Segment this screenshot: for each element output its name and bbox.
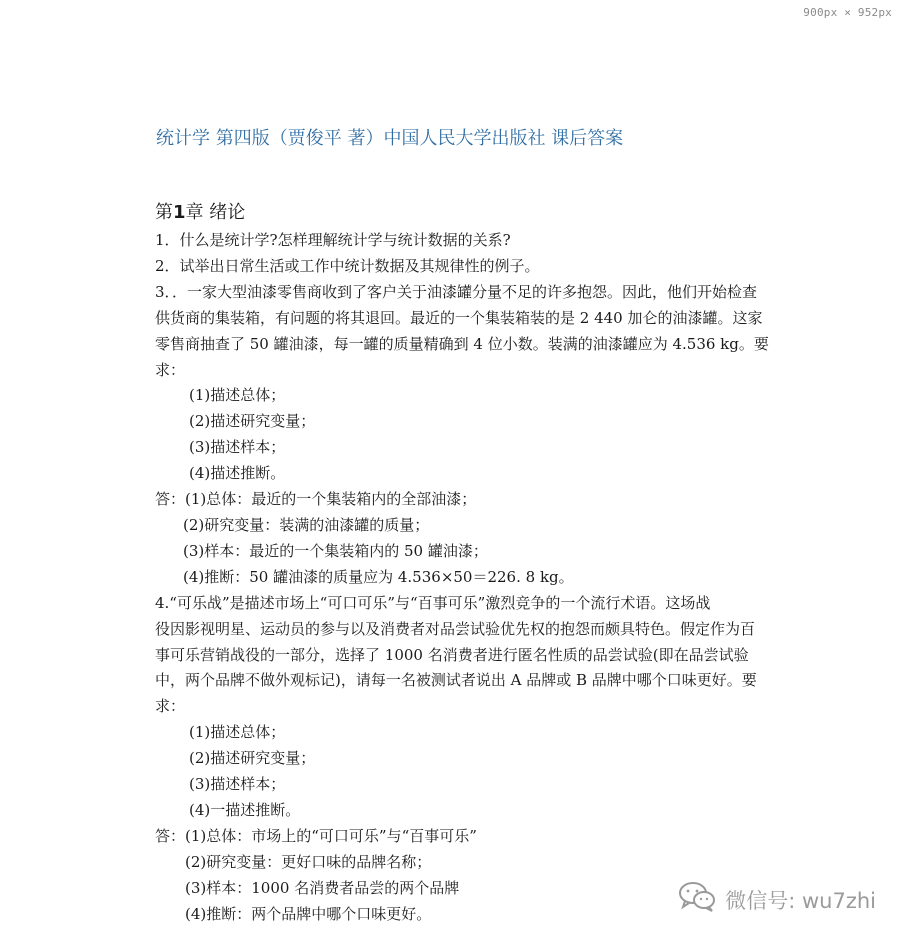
text-line: (3)描述样本； xyxy=(189,775,286,794)
page-size-label: 900px × 952px xyxy=(803,6,892,19)
text-line: 4.“可乐战”是描述市场上“可口可乐”与“百事可乐”激烈竞争的一个流行术语。这场战 xyxy=(155,593,711,612)
text-line: (2)描述研究变量； xyxy=(189,412,316,431)
text-line: (3)描述样本； xyxy=(189,438,286,457)
text-line: (3)样本：1000 名消费者品尝的两个品牌 xyxy=(185,878,460,897)
text-line: (2)研究变量：装满的油漆罐的质量； xyxy=(183,515,430,534)
text-lines xyxy=(155,228,855,927)
text-line: 事可乐营销战役的一部分，选择了 1000 名消费者进行匿名性质的品尝试验(即在品尝试验 xyxy=(155,645,749,664)
text-line: 供货商的集装箱，有问题的将其退回。最近的一个集装箱装的是 2 440 加仑的油漆罐。这家 xyxy=(155,308,763,327)
wechat-watermark xyxy=(677,880,876,919)
chapter-suffix: 章 绪论 xyxy=(185,202,246,223)
text-line: 求： xyxy=(155,360,186,379)
text-line: 答：(1)总体：市场上的“可口可乐”与“百事可乐” xyxy=(155,826,477,845)
watermark-text: 微信号: wu7zhi xyxy=(725,888,876,913)
text-line: (2)研究变量：更好口味的品牌名称； xyxy=(185,852,432,871)
text-line: 1．什么是统计学?怎样理解统计学与统计数据的关系? xyxy=(155,231,511,249)
text-line: (1)描述总体； xyxy=(189,386,286,405)
text-line: 零售商抽查了 50 罐油漆，每一罐的质量精确到 4 位小数。装满的油漆罐应为 4.536 kg。要 xyxy=(155,334,769,353)
text-line: 2．试举出日常生活或工作中统计数据及其规律性的例子。 xyxy=(155,256,540,275)
text-line: (4)一描述推断。 xyxy=(189,800,301,819)
text-line: (4)推断：两个品牌中哪个口味更好。 xyxy=(185,904,432,923)
text-line: 役因影视明星、运动员的参与以及消费者对品尝试验优先权的抱怨而颇具特色。假定作为百 xyxy=(155,619,756,638)
chapter-heading xyxy=(155,200,855,226)
text-line: (4)推断：50 罐油漆的质量应为 4.536×50＝226. 8 kg。 xyxy=(183,567,574,586)
text-line: 3．．一家大型油漆零售商收到了客户关于油漆罐分量不足的许多抱怨。因此，他们开始检查 xyxy=(155,282,758,301)
chapter-number: 1 xyxy=(173,202,186,223)
text-line: 中，两个品牌不做外观标记)，请每一名被测试者说出 A 品牌或 B 品牌中哪个口味更好。要 xyxy=(155,671,757,690)
document-title: 统计学 第四版（贾俊平 著）中国人民大学出版社 课后答案 xyxy=(156,128,624,149)
document-body xyxy=(155,200,855,927)
text-line: (1)描述总体； xyxy=(189,723,286,742)
wechat-icon xyxy=(677,880,717,919)
chapter-prefix: 第 xyxy=(155,202,173,223)
text-line: (3)样本：最近的一个集装箱内的 50 罐油漆； xyxy=(183,541,488,560)
text-line: (4)描述推断。 xyxy=(189,464,286,483)
text-line: (2)描述研究变量； xyxy=(189,749,316,768)
text-line: 求： xyxy=(155,697,186,716)
text-line: 答：(1)总体：最近的一个集装箱内的全部油漆； xyxy=(155,490,477,509)
